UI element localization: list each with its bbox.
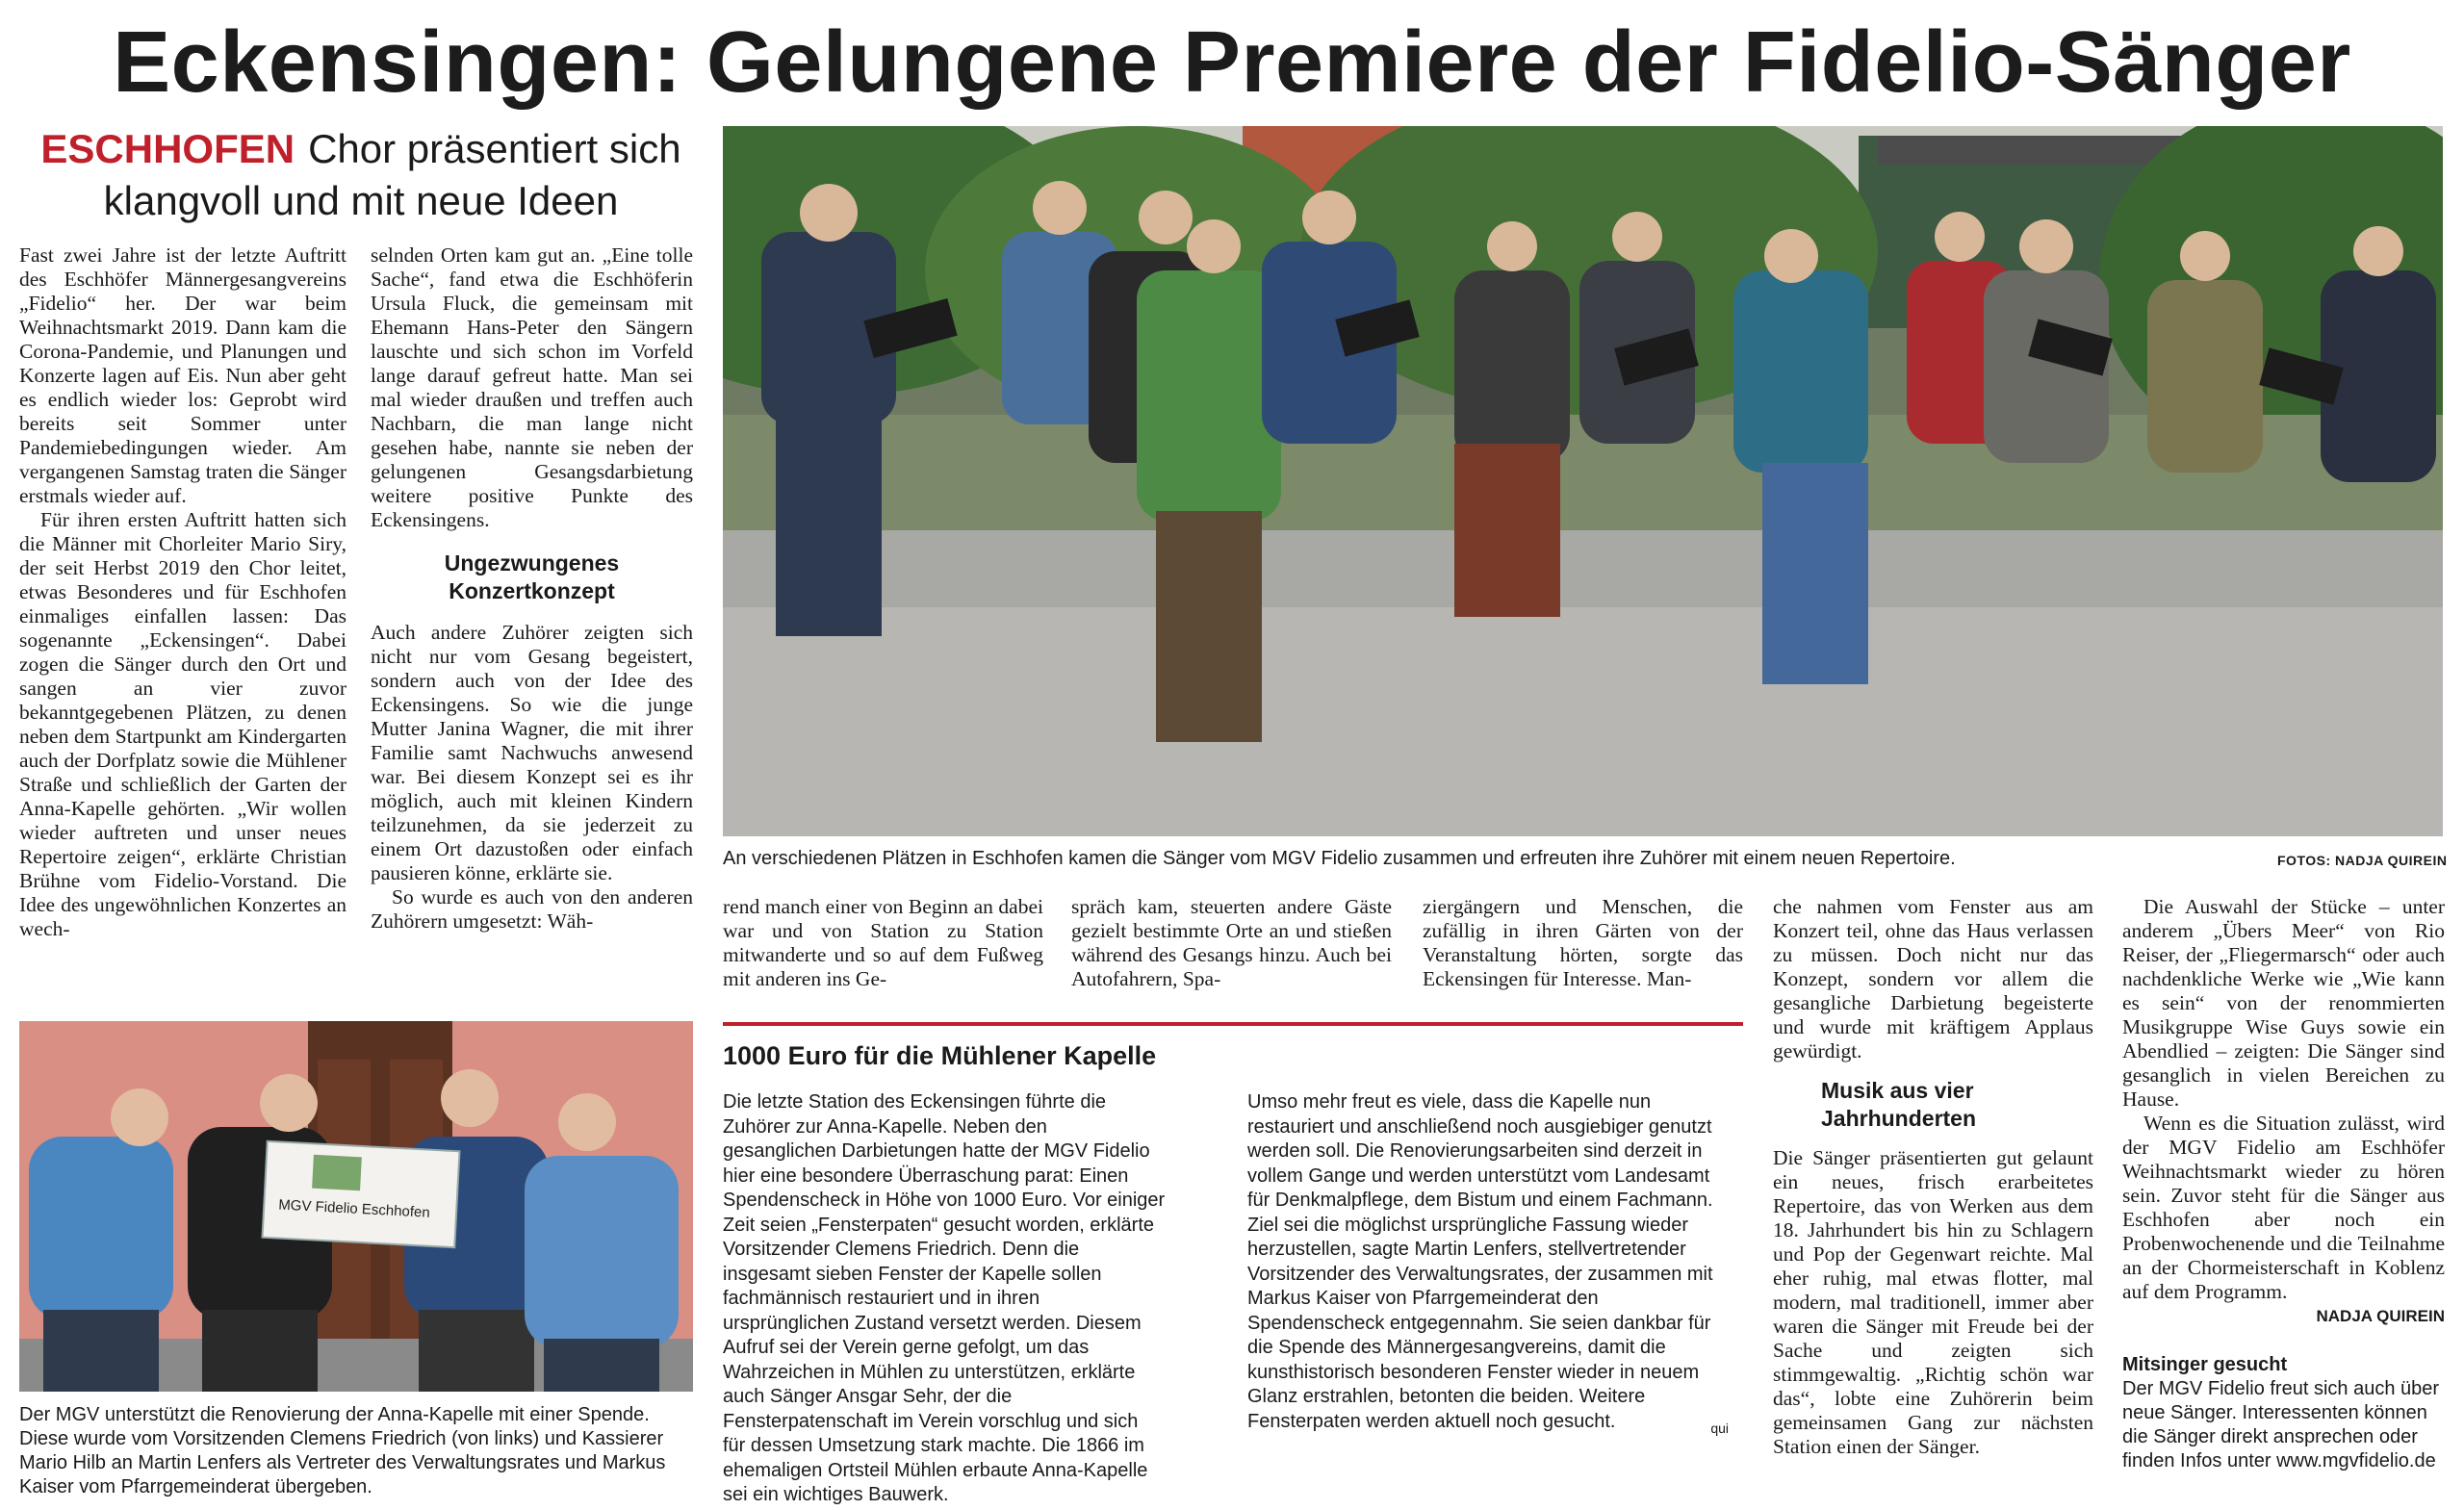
box-column-1 [723, 1090, 1166, 1508]
info-box-title: Mitsinger gesucht [2122, 1354, 2288, 1375]
box-column-2 [1247, 1090, 1729, 1436]
article-column-3: rend manch einer von Beginn an dabei war und von Station zu Station mitwanderte und so auf dem Fußweg mit anderen ins Ge- [723, 895, 1043, 990]
article-paragraph: Für ihren ersten Auftritt hatten sich die Männer mit Chorleiter Mario Siry, der seit Herbst 2019 den Chor leitet, etwas Besonderes und für Eschhofen einmaliges einfallen lassen: Das sogenannte „Eckensingen“. Dabei zogen die Sänger durch den Ort und sangen an vier zuvor bekanntgegebenen Plätzen, zu denen neben dem Startpunkt am Kindergarten auch der Dorfplatz sowie die Mühlener Straße und schließlich der Garten der Anna-Kapelle gehörten. „Wir wollen wieder auftreten und unser neues Repertoire zeigen“, erklärte Christian Brühne vom Fidelio-Vorstand. Die Idee des ungewöhnlichen Konzertes an wech- [19, 508, 346, 940]
article-subheading: Musik aus vier Jahrhunderten [1821, 1078, 1977, 1131]
article-column-7 [2122, 895, 2445, 1328]
box-signature: qui [1710, 1420, 1729, 1436]
article-column-4: spräch kam, steuerten andere Gäste gezielt bestimmte Orte an und stießen während des Gesangs hinzu. Auch bei Autofahrern, Spa- [1071, 895, 1392, 990]
location-kicker: ESCHHOFEN [40, 126, 295, 171]
article-paragraph: Die Sänger präsentierten gut gelaunt ein neues, frisch erarbeitetes Repertoire, das von Werken aus dem 18. Jahrhundert bis hin zu Schlagern und Pop der Gegenwart reichte. Mal eher ruhig, mal etwas flotter, mal modern, mal traditionell, immer aber waren die Sänger mit Freude bei der Sache und zeigten sich stimmgewaltig. „Richtig schön war das“, lobte eine Zuhörerin beim gemeinsamen Gang zur nächsten Station einen der Sänger. [1773, 1146, 2093, 1458]
headline: Eckensingen: Gelungene Premiere der Fidelio-Sänger [113, 14, 2351, 111]
article-paragraph: Fast zwei Jahre ist der letzte Auftritt des Eschhöfer Männergesangvereins „Fidelio“ her. Der war beim Weihnachtsmarkt 2019. Dann kam die Corona-Pandemie, und Planungen und Konzerte lagen auf Eis. Nun aber geht es endlich wieder los: Geprobt wird bereits seit Sommer unter Pandemiebedingungen wieder. Am vergangenen Samstag traten die Sänger erstmals wieder auf. [19, 243, 346, 507]
box-paragraph: Die letzte Station des Eckensingen führte die Zuhörer zur Anna-Kapelle. Neben den gesanglichen Darbietungen hatte der MGV Fidelio hier eine besondere Überraschung parat: Einen Spendenscheck in Höhe von 1000 Euro. Vor einiger Zeit seien „Fensterpaten“ gesucht worden, erklärte Vorsitzender Clemens Friedrich. Denn die insgesamt sieben Fenster der Kapelle sollen fachmännisch restauriert und in ihren ursprünglichen Zustand versetzt werden. Diesem Aufruf sei der Verein gerne gefolgt, um das Wahrzeichen in Mühlen zu unterstützen, erklärte auch Sänger Ansgar Sehr, der die Fensterpatenschaft im Verein vorschlug und sich für dessen Umsetzung stark machte. Die 1866 im ehemaligen Ortsteil Mühlen erbaute Anna-Kapelle sei ein wichtiges Bauwerk. [723, 1091, 1166, 1505]
check-handover-photo [19, 1021, 693, 1392]
check-photo-caption: Der MGV unterstützt die Renovierung der Anna-Kapelle mit einer Spende. Diese wurde vom Vorsitzenden Clemens Friedrich (von links) und Kassierer Mario Hilb an Martin Lenfers als Vertreter des Verwaltungsrates und Markus Kaiser vom Pfarrgemeinderat übergeben. [19, 1404, 666, 1497]
info-box-text: Der MGV Fidelio freut sich auch über neue Sänger. Interessenten können die Sänger direkt ansprechen oder finden Infos unter www.mgvfidelio.de [2122, 1378, 2440, 1472]
info-box [2122, 1352, 2445, 1473]
author-signature: NADJA QUIREIN [2316, 1307, 2445, 1325]
article-paragraph: Auch andere Zuhörer zeigten sich nicht nur vom Gesang begeistert, sondern auch von der Idee des Eckensingens. So wie die junge Mutter Janina Wagner, die mit ihrer Familie samt Nachwuchs anwesend war. Bei diesem Konzept sei es ihr möglich, auch mit kleinen Kindern teilzunehmen, da sie jederzeit zu einem Ort dazustoßen oder einfach pausieren könne, erklärte sie. [371, 621, 693, 884]
photo-credit: FOTOS: NADJA QUIREIN [2277, 853, 2448, 868]
check-photo-illustration [19, 1021, 693, 1392]
article-paragraph: selnden Orten kam gut an. „Eine tolle Sache“, fand etwa die Eschhöferin Ursula Fluck, die gemeinsam mit Ehemann Hans-Peter den Sängern lauschte und sich schon im Vorfeld lange darauf gefreut hatte. Man sei mal wieder draußen und treffen auch Nachbarn, die man lange nicht gesehen habe, nannte sie neben der gelungenen Gesangsdarbietung weitere positive Punkte des Eckensingens. [371, 243, 693, 531]
box-divider [723, 1022, 1743, 1026]
subheadline [19, 123, 703, 227]
box-paragraph: Umso mehr freut es viele, dass die Kapelle nun restauriert und anschließend noch ausgiebiger genutzt werden soll. Die Renovierungsarbeiten sind derzeit in vollem Gange und werden unterstützt vom Landesamt für Denkmalpflege, dem Bistum und einem Fachmann. Ziel sei die möglichst ursprüngliche Fassung wieder herzustellen, sagte Martin Lenfers, stellvertretender Vorsitzender des Verwaltungsrates, der zusammen mit Markus Kaiser von Pfarrgemeinderat den Spendenscheck entgegennahm. Sie seien dankbar für die Spende des Männergesangvereins, damit die kunsthistorisch besonderen Fenster wieder in neuem Glanz erstrahlen, betonten die beiden. Weitere Fensterpaten werden aktuell noch gesucht. [1247, 1091, 1713, 1432]
main-photo-choir [723, 126, 2443, 836]
article-paragraph: che nahmen vom Fenster aus am Konzert teil, ohne das Haus verlassen zu müssen. Doch nicht nur das Konzept, sondern vor allem die gesangliche Darbietung begeisterte und wurde mit kräftigem Applaus gewürdigt. [1773, 895, 2093, 1062]
article-paragraph: Die Auswahl der Stücke – unter anderem „Übers Meer“ von Rio Reiser, der „Fliegermarsch“ oder auch nachdenkliche Werke wie „Wie kann es sein“ von der renommierten Musikgruppe Wise Guys sowie ein Abendlied – zeigten: Die Sänger sind gesanglich in vielen Bereichen zu Hause. [2122, 895, 2445, 1111]
article-paragraph: So wurde es auch von den anderen Zuhörern umgesetzt: Wäh- [371, 885, 693, 933]
check-text: MGV Fidelio Eschhofen [277, 1196, 431, 1221]
main-photo-caption: An verschiedenen Plätzen in Eschhofen kamen die Sänger vom MGV Fidelio zusammen und erfreuten ihre Zuhörer mit einem neuen Repertoire. [723, 848, 1956, 869]
article-subheading: Ungezwungenes Konzertkonzept [444, 550, 620, 603]
article-column-5: ziergängern und Menschen, die zufällig in ihren Gärten von der Veranstaltung hörten, sorgte das Eckensingen für Interesse. Man- [1423, 895, 1743, 990]
choir-photo-illustration [723, 126, 2443, 836]
subheadline-text: Chor präsentiert sich klangvoll und mit neue Ideen [103, 126, 681, 223]
article-column-6 [1773, 895, 2093, 1459]
box-title: 1000 Euro für die Mühlener Kapelle [723, 1041, 1157, 1070]
article-column-1 [19, 243, 346, 941]
article-paragraph: Wenn es die Situation zulässt, wird der MGV Fidelio am Eschhöfer Weihnachtsmarkt wieder zu hören sein. Zuvor steht für die Sänger aus Eschhofen aber noch ein Probenwochenende und die Teilnahme an der Chormeisterschaft in Koblenz auf dem Programm. [2122, 1112, 2445, 1303]
article-column-2 [371, 243, 693, 934]
